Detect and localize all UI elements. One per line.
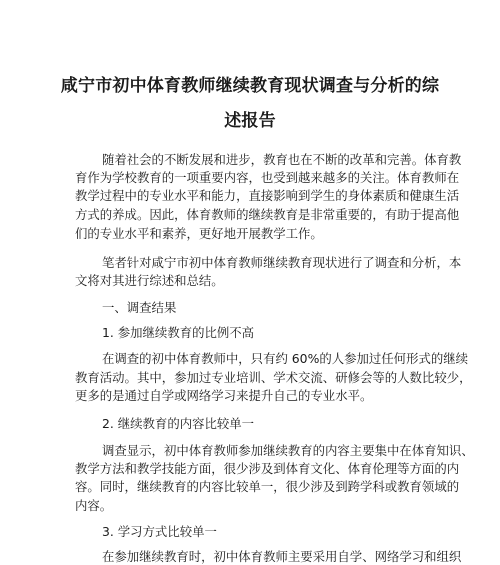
paragraph-2-line-1: 笔者针对咸宁市初中体育教师继续教育现状进行了调查和分析，本 (102, 255, 462, 270)
paragraph-4-line-2: 教学方法和教学技能方面，很少涉及到体育文化、体育伦理等方面的内 (75, 461, 460, 476)
paragraph-3-line-3: 更多的是通过自学或网络学习来提升自己的专业水平。 (75, 388, 373, 403)
paragraph-3-line-2: 教育活动。其中，参加过专业培训、学术交流、研修会等的人数比较少， (75, 370, 472, 385)
paragraph-5-line-1: 在参加继续教育时，初中体育教师主要采用自学、网络学习和组织 (102, 549, 462, 564)
paragraph-1-line-1: 随着社会的不断发展和进步，教育也在不断的改革和完善。体育教 (102, 152, 462, 167)
subheading-1: 1. 参加继续教育的比例不高 (102, 325, 255, 340)
subheading-2: 2. 继续教育的内容比较单一 (102, 416, 255, 431)
paragraph-1-line-4: 方式的养成。因此，体育教师的继续教育是非常重要的，有助于提高他 (75, 207, 460, 222)
paragraph-1-line-3: 教学过程中的专业水平和能力，直接影响到学生的身体素质和健康生活 (75, 188, 460, 203)
paragraph-3-line-1: 在调查的初中体育教师中，只有约 60%的人参加过任何形式的继续 (102, 351, 469, 366)
document-title-line-1: 咸宁市初中体育教师继续教育现状调查与分析的综 (60, 76, 440, 96)
document-title-line-2: 述报告 (224, 111, 276, 131)
paragraph-4-line-1: 调查显示，初中体育教师参加继续教育的内容主要集中在体育知识、 (102, 443, 474, 458)
paragraph-4-line-3: 容。同时，继续教育的内容比较单一，很少涉及到跨学科或教育领域的 (75, 479, 460, 494)
paragraph-2-line-2: 文将对其进行综述和总结。 (75, 273, 224, 288)
paragraph-4-line-4: 内容。 (75, 498, 113, 513)
paragraph-1-line-2: 育作为学校教育的一项重要内容，也受到越来越多的关注。体育教师在 (75, 170, 460, 185)
subheading-3: 3. 学习方式比较单一 (102, 524, 217, 539)
section-heading-results: 一、调查结果 (102, 300, 177, 315)
paragraph-1-line-5: 们的专业水平和素养，更好地开展教学工作。 (75, 226, 323, 241)
